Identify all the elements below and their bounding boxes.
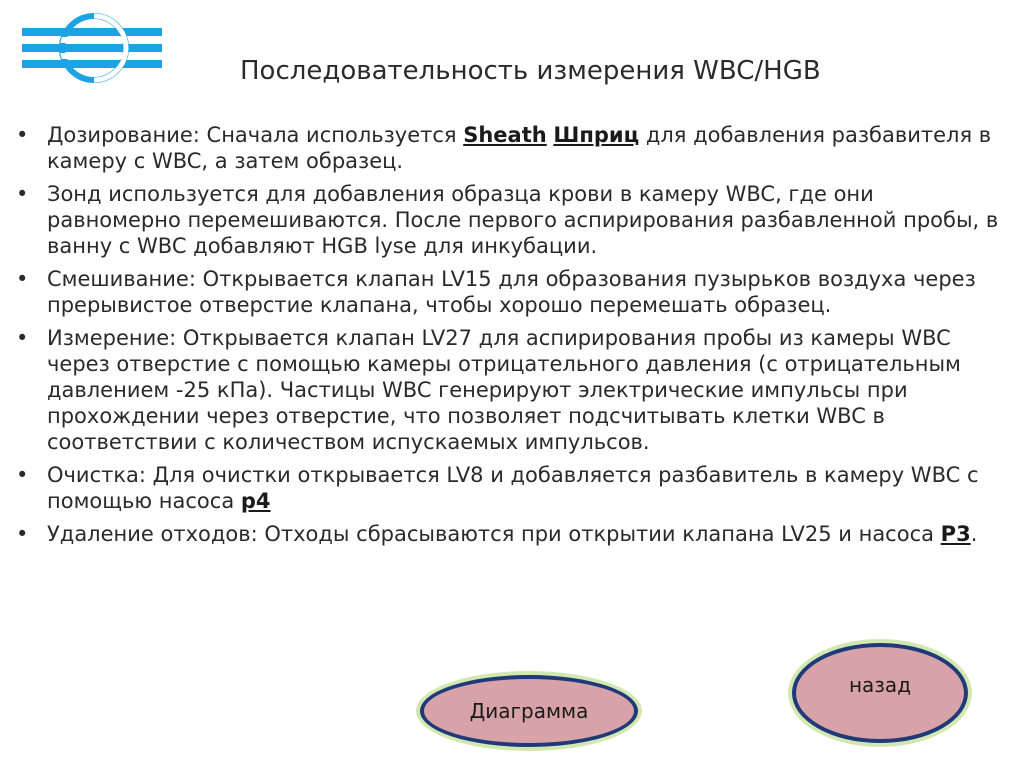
inline-link[interactable]: Шприц bbox=[553, 123, 640, 147]
bullet-icon: • bbox=[16, 522, 29, 546]
item-text: Зонд используется для добавления образца крови в камеру WBC, где они равномерно перемешиваются. После первого аспирирования разбавленной пробы, в ванну с WBC добавляют HGB lyse для инкубации. bbox=[47, 182, 999, 258]
item-text: . bbox=[970, 522, 978, 546]
bullet-icon: • bbox=[16, 123, 29, 147]
list-item bbox=[12, 181, 1012, 259]
diagram-button-label: Диаграмма bbox=[469, 699, 589, 723]
list-item bbox=[12, 462, 1012, 514]
diagram-button[interactable] bbox=[420, 675, 638, 747]
list-item bbox=[12, 122, 1012, 174]
bullet-icon: • bbox=[16, 326, 29, 350]
company-logo bbox=[22, 12, 162, 84]
item-text: Удаление отходов: Отходы сбрасываются при открытии клапана LV25 и насоса bbox=[47, 522, 941, 546]
item-text: Очистка: Для очистки открывается LV8 и добавляется разбавитель в камеру WBC с помощью насоса bbox=[47, 463, 979, 513]
bullet-icon: • bbox=[16, 463, 29, 487]
list-item bbox=[12, 521, 1012, 547]
inline-link[interactable]: p4 bbox=[240, 489, 271, 513]
back-button[interactable] bbox=[792, 643, 968, 743]
inline-link[interactable]: Sheath bbox=[463, 123, 547, 147]
bullet-icon: • bbox=[16, 182, 29, 206]
item-text: Дозирование: Сначала используется bbox=[47, 123, 464, 147]
list-item bbox=[12, 325, 1012, 455]
logo-icon bbox=[22, 12, 162, 84]
item-text: Измерение: Открывается клапан LV27 для аспирирования пробы из камеры WBC через отверстие с помощью камеры отрицательного давления (с отрицательным давлением -25 кПа). Частицы WBC генерируют электрические импульсы при прохождении через отверстие, что позволяет подсчитывать клетки WBC в соответствии с количеством испускаемых импульсов. bbox=[47, 326, 961, 454]
bullet-list bbox=[12, 122, 1012, 554]
item-text: для добавления разбавителя в камеру с WBC, а затем образец. bbox=[47, 123, 992, 173]
list-item bbox=[12, 266, 1012, 318]
bullet-icon: • bbox=[16, 267, 29, 291]
back-button-label: назад bbox=[848, 673, 912, 697]
item-text: Смешивание: Открывается клапан LV15 для образования пузырьков воздуха через прерывистое отверстие клапана, чтобы хорошо перемешать образец. bbox=[47, 267, 976, 317]
page-title: Последовательность измерения WBC/HGB bbox=[240, 56, 821, 86]
inline-link[interactable]: P3 bbox=[940, 522, 971, 546]
